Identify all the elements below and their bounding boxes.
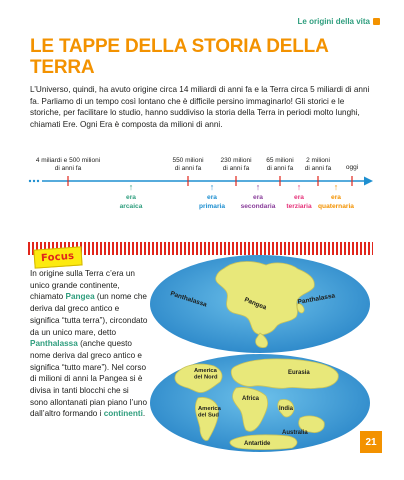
timeline-tick-label: 4 miliardi e 500 milioni di anni fa [35, 157, 101, 172]
timeline-tick-label: 230 milioni di anni fa [220, 157, 252, 172]
timeline-tick-label: 65 milioni di anni fa [266, 157, 294, 172]
label-australia: Australia [282, 430, 308, 436]
label-pangea: Pangea [243, 296, 268, 312]
label-eurasia: Eurasia [288, 370, 310, 376]
arrow-up-icon: ↑ [209, 182, 215, 192]
map-pangea [148, 253, 372, 355]
timeline-tick-label: oggi [345, 164, 359, 171]
map-continents [148, 352, 372, 454]
era-label-quaternaria: era quaternaria [318, 194, 354, 210]
section-marker [373, 18, 380, 25]
timeline-tick-label: 550 milioni di anni fa [172, 157, 204, 172]
focus-badge: Focus [33, 246, 83, 268]
arrow-up-icon: ↑ [333, 182, 339, 192]
era-label-arcaica: era arcaica [119, 194, 143, 210]
label-panthalassa-right: Panthalassa [297, 292, 336, 306]
label-antarctica: Antartide [244, 441, 271, 447]
label-africa: Africa [242, 396, 260, 402]
era-label-secondaria: era secondaria [240, 194, 276, 210]
label-india: India [279, 406, 294, 412]
era-label-primaria: era primaria [198, 194, 226, 210]
timeline-arrowhead [364, 177, 373, 186]
arrow-up-icon: ↑ [296, 182, 302, 192]
intro-paragraph: L’Universo, quindi, ha avuto origine circa 14 miliardi di anni fa e la Terra circa 5 miliardi di anni fa. Parliamo di un tempo così lontano che è difficile persino immaginarlo! Gli storici e le storiche, per facilitare lo studio, hanno suddiviso la storia della Terra in periodi molto lunghi, chiamati Ere. Ogni Era è composta da milioni di anni. [30, 85, 370, 129]
label-panthalassa-left: Panthalassa [169, 290, 208, 309]
page-number: 21 [360, 431, 382, 453]
page-title: LE TAPPE DELLA STORIA DELLA TERRA [30, 36, 328, 78]
focus-paragraph: In origine sulla Terra c’era un unico grande continente, chiamato Pangea (un nome che deriva dal greco antico e significa “tutta terra”), circondato da un unico mare, detto Panthalassa (anche questo nome deriva dal greco antico e significa “tutto mare”). Nel corso di milioni di anni la Pangea si è divisa in tanti blocchi che si sono allontanati pian piano l’uno dall’altro formando i continenti. [30, 269, 148, 419]
section-header [298, 17, 380, 26]
label-north-america: America del Nord [194, 368, 218, 381]
era-label-terziaria: era terziaria [286, 194, 312, 210]
label-south-america: America del Sud [198, 406, 221, 419]
timeline-tick-label: 2 milioni di anni fa [304, 157, 332, 172]
arrow-up-icon: ↑ [255, 182, 261, 192]
timeline-dots [29, 180, 39, 182]
section-title: Le origini della vita [297, 17, 370, 26]
arrow-up-icon: ↑ [128, 182, 134, 192]
